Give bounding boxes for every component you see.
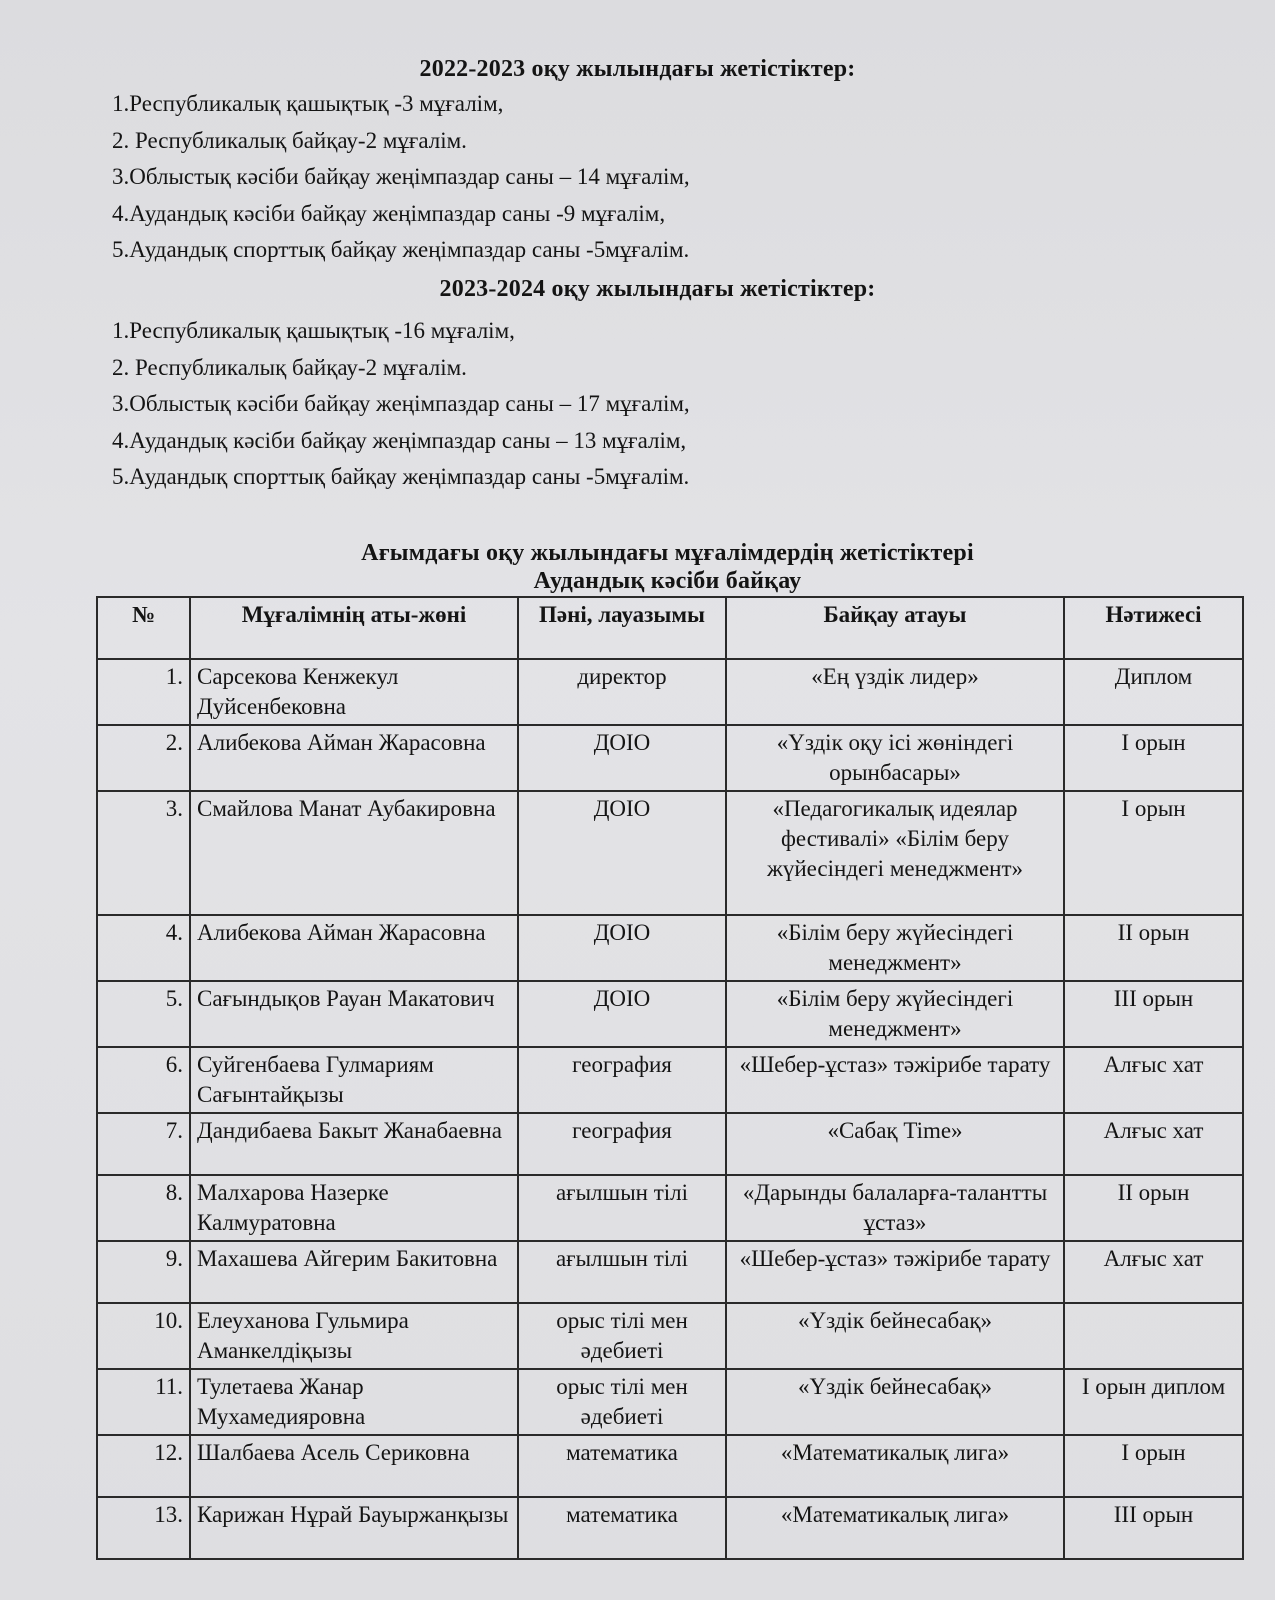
cell-result: Алғыс хат	[1064, 1241, 1243, 1303]
cell-contest: «Математикалық лига»	[726, 1497, 1064, 1559]
cell-result: ІІ орын	[1064, 1175, 1243, 1241]
cell-name: Сарсекова Кенжекул Дуйсенбековна	[190, 659, 518, 725]
list-item: 5.Аудандық спорттық байқау жеңімпаздар саны -5мұғалім.	[112, 464, 690, 489]
achievements-table	[96, 596, 1244, 1560]
cell-result: ІІІ орын	[1064, 981, 1243, 1047]
cell-contest: «Педагогикалық идеялар фестивалі» «Білім беру жүйесіндегі менеджмент»	[726, 791, 1064, 915]
cell-result: Алғыс хат	[1064, 1113, 1243, 1175]
table-row	[97, 981, 1243, 1047]
cell-position: орыс тілі мен әдебиеті	[518, 1303, 726, 1369]
cell-contest: «Үздік оқу ісі жөніндегі орынбасары»	[726, 725, 1064, 791]
cell-contest: «Үздік бейнесабақ»	[726, 1369, 1064, 1435]
cell-name: Малхарова Назерке Калмуратовна	[190, 1175, 518, 1241]
table-row	[97, 1113, 1243, 1175]
cell-position: директор	[518, 659, 726, 725]
cell-position: математика	[518, 1497, 726, 1559]
cell-number: 1.	[97, 659, 190, 725]
list-item: 2. Республикалық байқау-2 мұғалім.	[112, 127, 467, 153]
table-row	[97, 1369, 1243, 1435]
table-row	[97, 725, 1243, 791]
cell-name: Алибекова Айман Жарасовна	[190, 725, 518, 791]
header-result: Нәтижесі	[1064, 597, 1243, 659]
cell-contest: «Үздік бейнесабақ»	[726, 1303, 1064, 1369]
table-row	[97, 1175, 1243, 1241]
cell-position: география	[518, 1113, 726, 1175]
cell-result: ІІІ орын	[1064, 1497, 1243, 1559]
table-subtitle: Аудандық кәсіби байқау	[533, 568, 802, 594]
cell-number: 5.	[97, 981, 190, 1047]
header-contest: Байқау атауы	[726, 597, 1064, 659]
list-item: 3.Облыстық кәсіби байқау жеңімпаздар саны – 14 мұғалім,	[112, 164, 690, 189]
cell-position: ағылшын тілі	[518, 1241, 726, 1303]
cell-position: ДОІО	[518, 915, 726, 981]
cell-result: І орын	[1064, 1435, 1243, 1497]
header-position: Пәні, лауазымы	[518, 597, 726, 659]
cell-name: Елеуханова Гульмира Аманкелдіқызы	[190, 1303, 518, 1369]
table-row	[97, 659, 1243, 725]
cell-name: Махашева Айгерим Бакитовна	[190, 1241, 518, 1303]
list-item: 1.Республикалық қашықтық -3 мұғалім,	[112, 91, 504, 116]
cell-number: 8.	[97, 1175, 190, 1241]
cell-position: ДОІО	[518, 791, 726, 915]
cell-name: Карижан Нұрай Бауыржанқызы	[190, 1497, 518, 1559]
header-number: №	[97, 597, 190, 659]
section-2022-list	[112, 86, 690, 269]
cell-number: 11.	[97, 1369, 190, 1435]
cell-contest: «Математикалық лига»	[726, 1435, 1064, 1497]
list-item: 4.Аудандық кәсіби байқау жеңімпаздар саны -9 мұғалім,	[112, 200, 666, 226]
cell-name: Алибекова Айман Жарасовна	[190, 915, 518, 981]
cell-result: Алғыс хат	[1064, 1047, 1243, 1113]
cell-contest: «Шебер-ұстаз» тәжірибе тарату	[726, 1241, 1064, 1303]
cell-contest: «Ең үздік лидер»	[726, 659, 1064, 725]
table-row	[97, 791, 1243, 915]
section-2023-list	[112, 313, 690, 496]
list-item: 3.Облыстық кәсіби байқау жеңімпаздар саны – 17 мұғалім,	[112, 391, 690, 416]
cell-result: І орын	[1064, 791, 1243, 915]
cell-result: І орын диплом	[1064, 1369, 1243, 1435]
cell-contest: «Сабақ Time»	[726, 1113, 1064, 1175]
list-item: 2. Республикалық байқау-2 мұғалім.	[112, 354, 467, 380]
cell-position: ДОІО	[518, 725, 726, 791]
section-2023-title: 2023-2024 оқу жылындағы жетістіктер:	[439, 276, 876, 302]
section-2022-title: 2022-2023 оқу жылындағы жетістіктер:	[419, 56, 856, 82]
cell-number: 6.	[97, 1047, 190, 1113]
table-row	[97, 1435, 1243, 1497]
cell-result: ІІ орын	[1064, 915, 1243, 981]
table-row	[97, 1497, 1243, 1559]
cell-number: 13.	[97, 1497, 190, 1559]
table-row	[97, 915, 1243, 981]
cell-name: Сағындықов Рауан Макатович	[190, 981, 518, 1047]
table-row	[97, 1303, 1243, 1369]
cell-name: Смайлова Манат Аубакировна	[190, 791, 518, 915]
cell-result: Диплом	[1064, 659, 1243, 725]
cell-number: 9.	[97, 1241, 190, 1303]
cell-number: 3.	[97, 791, 190, 915]
list-item: 5.Аудандық спорттық байқау жеңімпаздар саны -5мұғалім.	[112, 237, 690, 262]
cell-position: ағылшын тілі	[518, 1175, 726, 1241]
cell-contest: «Шебер-ұстаз» тәжірибе тарату	[726, 1047, 1064, 1113]
cell-name: Дандибаева Бакыт Жанабаевна	[190, 1113, 518, 1175]
cell-number: 7.	[97, 1113, 190, 1175]
cell-result	[1064, 1303, 1243, 1369]
cell-position: ДОІО	[518, 981, 726, 1047]
table-row	[97, 1241, 1243, 1303]
cell-number: 10.	[97, 1303, 190, 1369]
cell-result: І орын	[1064, 725, 1243, 791]
table-row	[97, 1047, 1243, 1113]
cell-position: математика	[518, 1435, 726, 1497]
cell-name: Суйгенбаева Гулмариям Сағынтайқызы	[190, 1047, 518, 1113]
cell-number: 4.	[97, 915, 190, 981]
cell-name: Тулетаева Жанар Мухамедияровна	[190, 1369, 518, 1435]
cell-name: Шалбаева Асель Сериковна	[190, 1435, 518, 1497]
cell-contest: «Дарынды балаларға-талантты ұстаз»	[726, 1175, 1064, 1241]
table-title: Ағымдағы оқу жылындағы мұғалімдердің жетістіктері	[361, 540, 974, 566]
header-name: Мұғалімнің аты-жөні	[190, 597, 518, 659]
list-item: 4.Аудандық кәсіби байқау жеңімпаздар саны – 13 мұғалім,	[112, 427, 687, 453]
cell-position: орыс тілі мен әдебиеті	[518, 1369, 726, 1435]
cell-position: география	[518, 1047, 726, 1113]
table-header-row	[97, 597, 1243, 659]
cell-contest: «Білім беру жүйесіндегі менеджмент»	[726, 915, 1064, 981]
cell-number: 12.	[97, 1435, 190, 1497]
cell-contest: «Білім беру жүйесіндегі менеджмент»	[726, 981, 1064, 1047]
cell-number: 2.	[97, 725, 190, 791]
list-item: 1.Республикалық қашықтық -16 мұғалім,	[112, 318, 515, 343]
